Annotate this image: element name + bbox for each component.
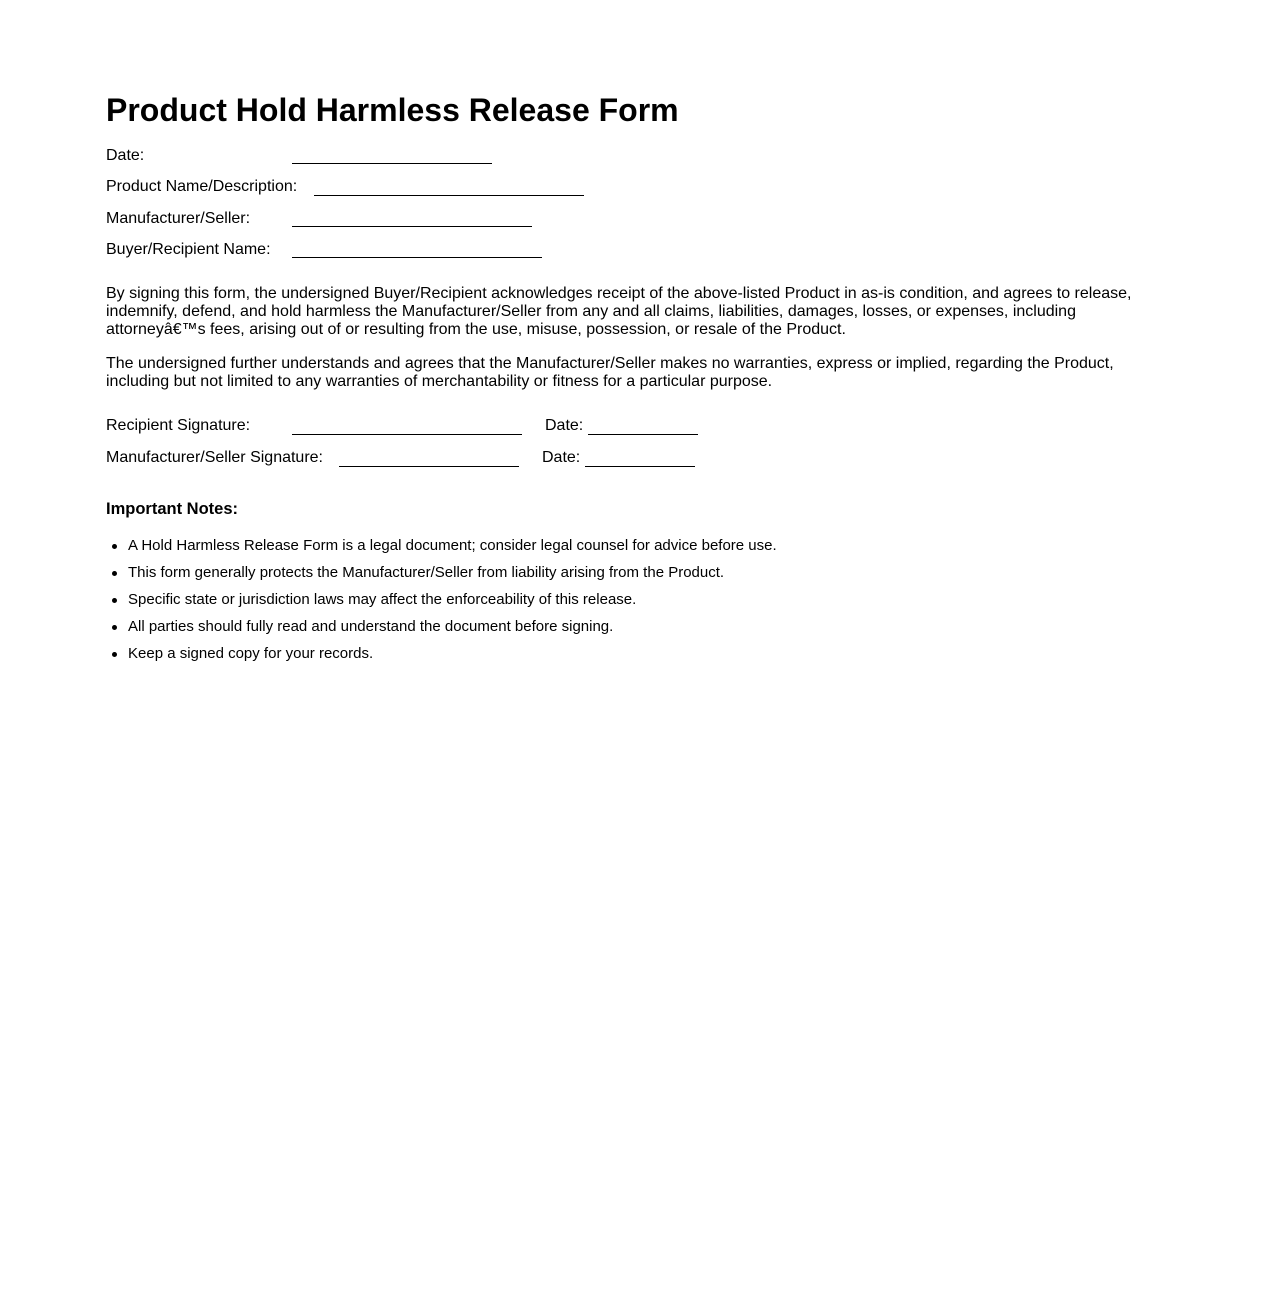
list-item <box>106 562 777 589</box>
note-text: This form generally protects the Manufacturer/Seller from liability arising from the Product. <box>128 564 725 581</box>
warranty-paragraph: The undersigned further understands and agrees that the Manufacturer/Seller makes no warranties, express or implied, regarding the Product, including but not limited to any warranties of merchantability or fitness for a particular purpose. <box>106 355 1114 390</box>
manufacturer-date-line[interactable] <box>585 466 695 467</box>
signature-label-recipient: Recipient Signature: <box>106 417 251 434</box>
notes-heading: Important Notes: <box>106 500 238 518</box>
note-text: Keep a signed copy for your records. <box>128 645 374 662</box>
field-label-date: Date: <box>106 147 145 164</box>
bullet-icon <box>112 544 117 549</box>
field-row-date <box>106 146 806 168</box>
bullet-icon <box>112 571 117 576</box>
note-text: All parties should fully read and understand the document before signing. <box>128 618 614 635</box>
buyer-name-blank-line[interactable] <box>292 257 542 258</box>
notes-list <box>106 535 777 670</box>
recipient-signature-line[interactable] <box>292 434 522 435</box>
manufacturer-signature-line[interactable] <box>339 466 519 467</box>
field-label-manufacturer: Manufacturer/Seller: <box>106 210 251 227</box>
page-title: Product Hold Harmless Release Form <box>106 92 679 128</box>
signature-date-label-recipient: Date: <box>545 417 584 434</box>
bullet-icon <box>112 652 117 657</box>
signature-row-recipient <box>106 416 806 438</box>
signature-date-label-manufacturer: Date: <box>542 449 581 466</box>
product-name-blank-line[interactable] <box>314 195 584 196</box>
bullet-icon <box>112 598 117 603</box>
field-row-product-name <box>106 177 806 199</box>
field-label-buyer-name: Buyer/Recipient Name: <box>106 241 271 258</box>
bullet-icon <box>112 625 117 630</box>
list-item <box>106 589 777 616</box>
field-row-buyer-name <box>106 240 806 262</box>
list-item <box>106 616 777 643</box>
field-label-product-name: Product Name/Description: <box>106 178 298 195</box>
signature-row-manufacturer <box>106 448 806 470</box>
recipient-date-line[interactable] <box>588 434 698 435</box>
manufacturer-blank-line[interactable] <box>292 226 532 227</box>
release-paragraph: By signing this form, the undersigned Buyer/Recipient acknowledges receipt of the above-listed Product in as-is condition, and agrees to release, indemnify, defend, and hold harmless the Manufacturer/Seller from any and all claims, liabilities, damages, losses, or expenses, including attorneyâ€™s fees, arising out of or resulting from the use, misuse, possession, or resale of the Product. <box>106 285 1132 338</box>
note-text: Specific state or jurisdiction laws may affect the enforceability of this release. <box>128 591 637 608</box>
list-item <box>106 643 777 670</box>
note-text: A Hold Harmless Release Form is a legal document; consider legal counsel for advice before use. <box>128 537 777 554</box>
list-item <box>106 535 777 562</box>
date-blank-line[interactable] <box>292 163 492 164</box>
field-row-manufacturer <box>106 209 806 231</box>
signature-label-manufacturer: Manufacturer/Seller Signature: <box>106 449 323 466</box>
